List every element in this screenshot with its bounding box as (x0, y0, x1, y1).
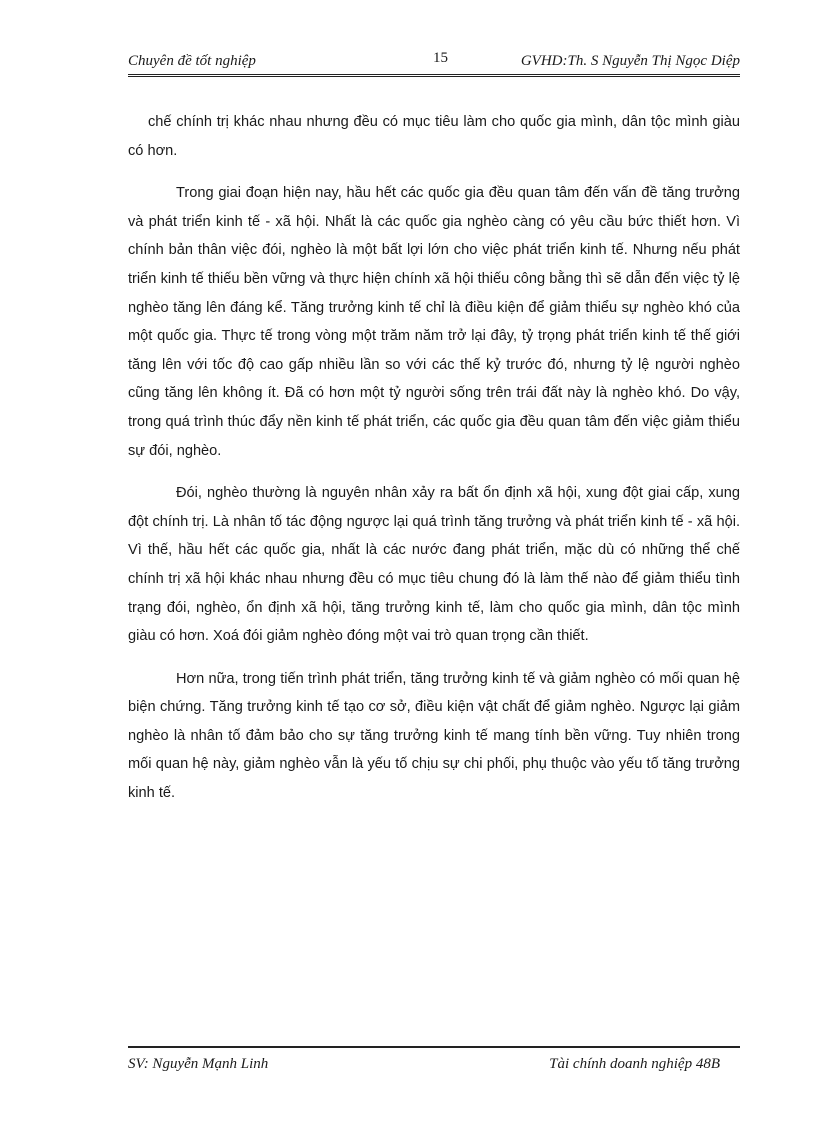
footer-student-name: SV: Nguyễn Mạnh Linh (128, 1056, 269, 1072)
paragraph: Đói, nghèo thường là nguyên nhân xảy ra bất ổn định xã hội, xung đột giai cấp, xung đột chính trị. Là nhân tố tác động ngược lại quá trình tăng trưởng và phát triển kinh tế - xã hội. Vì thế, hầu hết các quốc gia, nhất là các nước đang phát triển, mặc dù có những thể chế chính trị xã hội khác nhau nhưng đều có mục tiêu chung đó là làm thế nào để giảm thiểu tình trạng đói, nghèo, ổn định xã hội, tăng trưởng kinh tế, làm cho quốc gia mình, dân tộc mình giàu có hơn. Xoá đói giảm nghèo đóng một vai trò quan trọng cần thiết. (128, 485, 740, 645)
paragraph: Hơn nữa, trong tiến trình phát triển, tăng trưởng kinh tế và giảm nghèo có mối quan hệ biện chứng. Tăng trưởng kinh tế tạo cơ sở, điều kiện vật chất để giảm nghèo. Ngược lại giảm nghèo là nhân tố đảm bảo cho sự tăng trưởng kinh tế mang tính bền vững. Tuy nhiên trong mối quan hệ này, giảm nghèo vẫn là yếu tố chịu sự chi phối, phụ thuộc vào yếu tố tăng trưởng kinh tế. (128, 670, 740, 802)
page-footer (128, 1046, 740, 1072)
header-supervisor: GVHD:Th. S Nguyễn Thị Ngọc Diệp (520, 53, 740, 69)
paragraph: Trong giai đoạn hiện nay, hầu hết các quốc gia đều quan tâm đến vấn đề tăng trưởng và phát triển kinh tế - xã hội. Nhất là các quốc gia nghèo càng có yêu cầu bức thiết hơn. Vì chính bản thân việc đói, nghèo là một bất lợi lớn cho việc phát triển kinh tế. Nhưng nếu phát triển kinh tế thiếu bền vững và thực hiện chính xã hội thiếu công bằng thì sẽ dẫn đến việc tỷ lệ nghèo tăng lên đáng kể. Tăng trưởng kinh tế chỉ là điều kiện để giảm thiểu sự nghèo khó của một quốc gia. Thực tế trong vòng một trăm năm trở lại đây, tỷ trọng phát triển kinh tế thế giới tăng lên với tốc độ cao gấp nhiều lần so với các thế kỷ trước đó, nhưng tỷ lệ người nghèo cũng tăng lên không ít. Đã có hơn một tỷ người sống trên trái đất này là nghèo khó. Do vậy, trong quá trình thúc đẩy nền kinh tế phát triển, các quốc gia đều quan tâm đến việc giảm thiểu sự đói, nghèo. (128, 185, 740, 459)
page-number: 15 (433, 50, 448, 66)
page-header (128, 50, 740, 77)
document-body (128, 108, 740, 822)
header-document-title: Chuyên đề tốt nghiệp (128, 53, 256, 69)
paragraph-continued: chế chính trị khác nhau nhưng đều có mục tiêu làm cho quốc gia mình, dân tộc mình giàu có hơn. (128, 114, 740, 159)
footer-class: Tài chính doanh nghiệp 48B (549, 1056, 720, 1072)
